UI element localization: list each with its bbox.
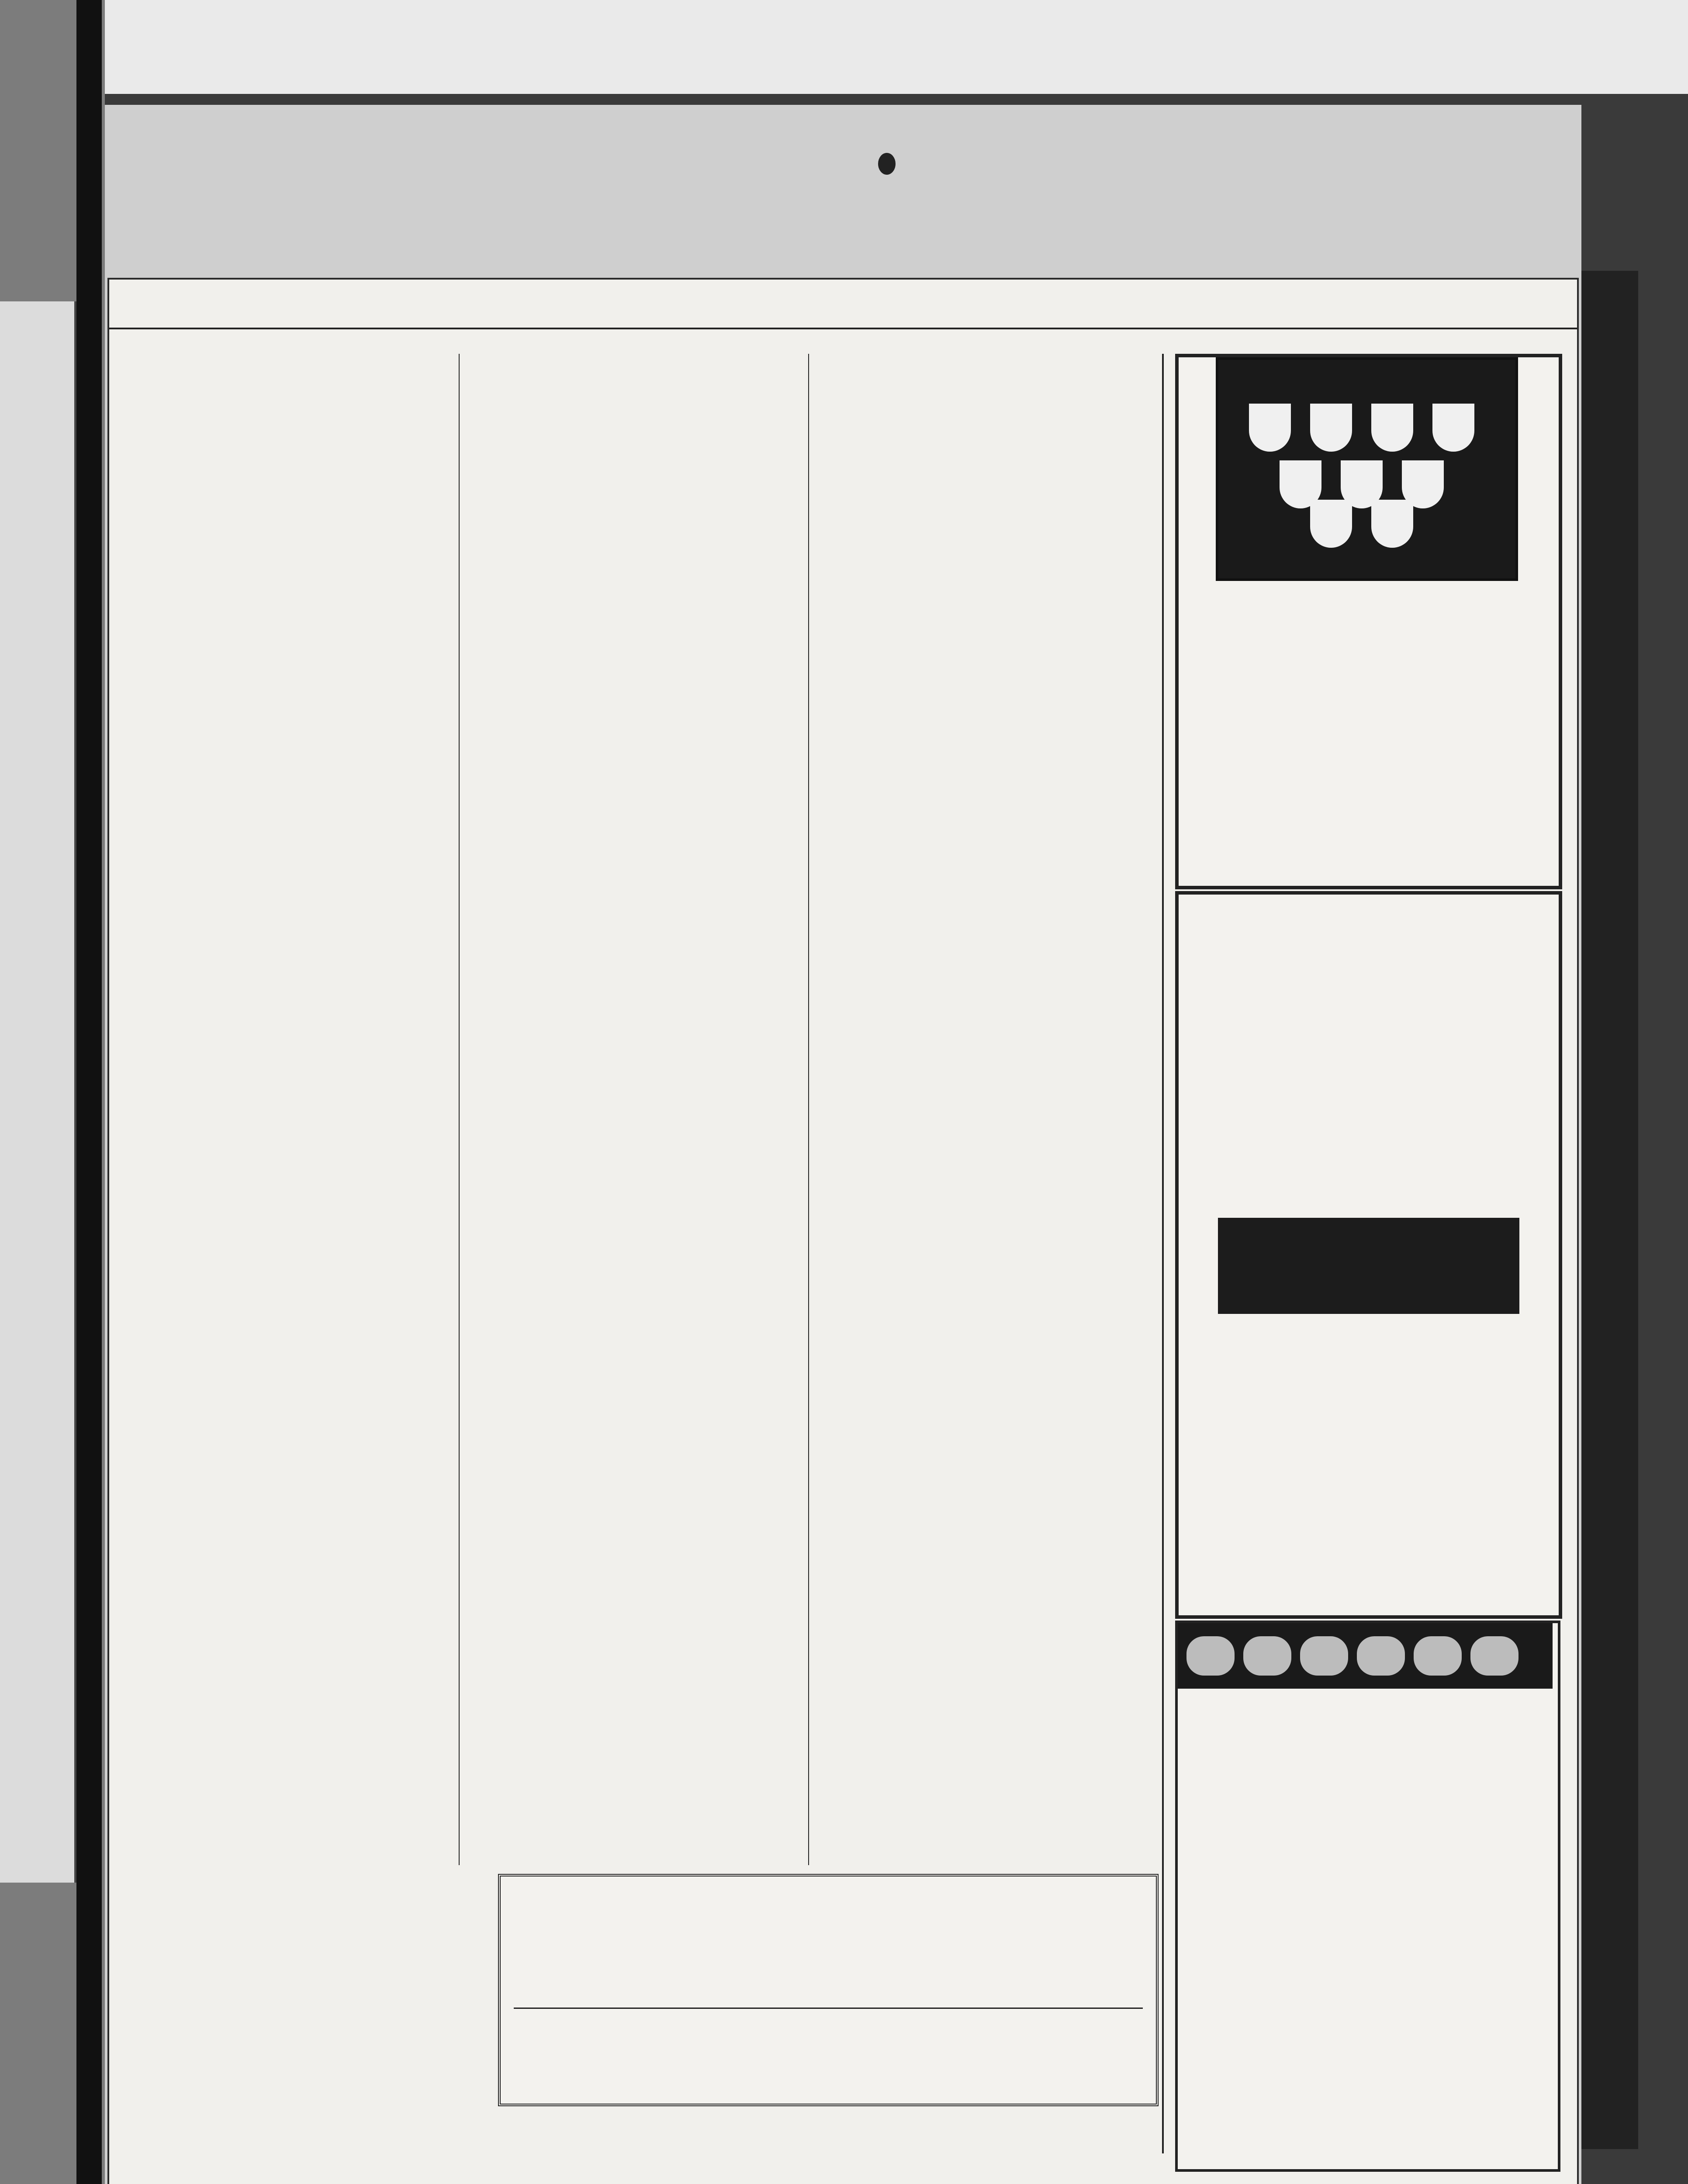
advertisement-column bbox=[1175, 354, 1560, 2184]
banner-ornament bbox=[1470, 1636, 1519, 1676]
farms-wanted-ad bbox=[498, 1874, 1159, 2106]
shingle-icon bbox=[1432, 404, 1474, 452]
anecdote bbox=[813, 1773, 1153, 1861]
story-column-1 bbox=[114, 354, 454, 2184]
banner-ornament bbox=[1300, 1636, 1348, 1676]
eastlake-shingles-ad bbox=[1175, 354, 1562, 889]
shingle-icon bbox=[1310, 500, 1352, 548]
shingle-icon bbox=[1249, 404, 1291, 452]
banner-ornament bbox=[1357, 1636, 1405, 1676]
ink-blot bbox=[878, 153, 896, 175]
classified-ads bbox=[1175, 1621, 1560, 2172]
sherlock-manning-logo bbox=[1218, 1218, 1519, 1314]
ad-column-rule bbox=[1162, 354, 1164, 2153]
shingle-icon bbox=[1310, 404, 1352, 452]
column-rule bbox=[459, 354, 460, 1865]
sherlock-manning-ad bbox=[1175, 891, 1562, 1619]
column-rule bbox=[808, 354, 809, 1865]
right-gutter bbox=[1581, 271, 1638, 2149]
banner-ornament bbox=[1414, 1636, 1462, 1676]
newspaper-page bbox=[109, 280, 1577, 2184]
shingle-icon bbox=[1371, 500, 1413, 548]
page-header bbox=[109, 280, 1577, 329]
banner-ornament bbox=[1186, 1636, 1235, 1676]
story-column-2 bbox=[463, 354, 804, 1861]
banner-ornament bbox=[1243, 1636, 1291, 1676]
shingle-icon bbox=[1371, 404, 1413, 452]
classified-banner bbox=[1178, 1623, 1553, 1689]
story-column-3 bbox=[813, 354, 1153, 1760]
farms-divider bbox=[514, 2008, 1143, 2009]
eastlake-logo bbox=[1216, 357, 1518, 581]
scan-background-top bbox=[0, 0, 1688, 94]
adjacent-page-strip bbox=[0, 301, 77, 1883]
book-binding bbox=[76, 0, 102, 2184]
